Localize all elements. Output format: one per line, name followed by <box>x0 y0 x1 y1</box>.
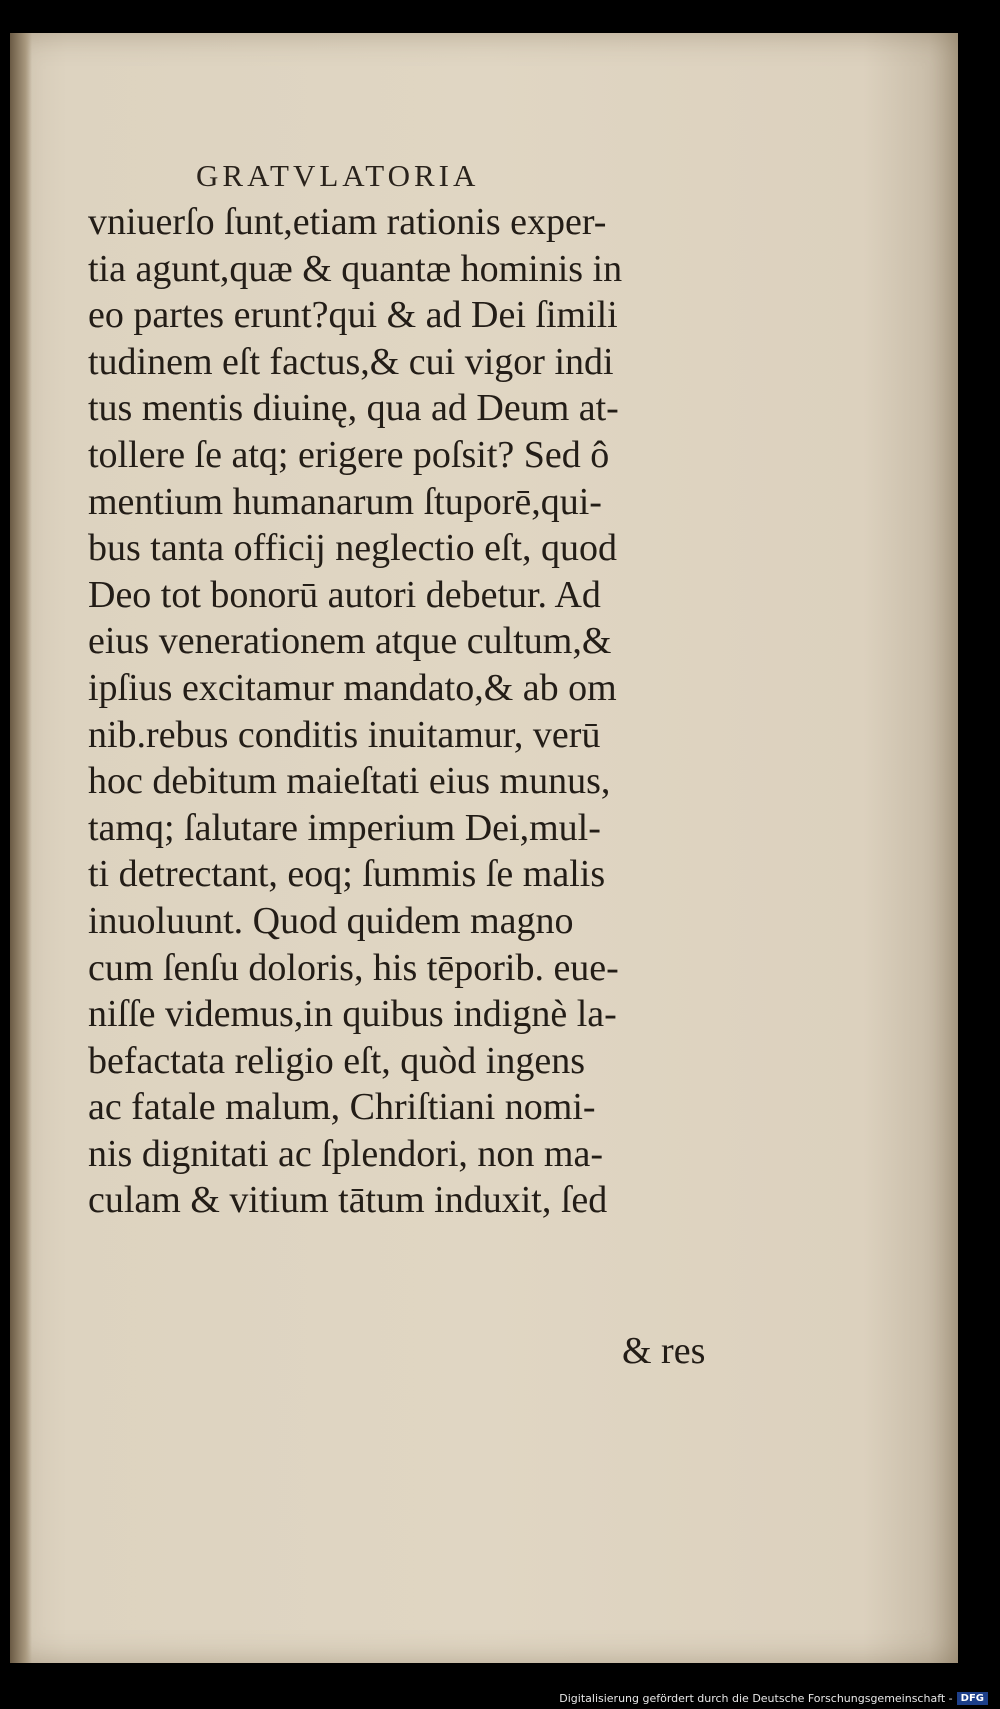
text-line: mentium humanarum ſtuporē,qui- <box>88 480 602 523</box>
text-line: nis dignitati ac ſplendori, non ma- <box>88 1132 604 1175</box>
body-text <box>88 199 728 1224</box>
running-head: GRATVLATORIA <box>196 158 480 193</box>
text-line: eius venerationem atque cultum,& <box>88 620 612 663</box>
text-line: tus mentis diuinę, qua ad Deum at- <box>88 387 619 430</box>
text-line: ipſius excitamur mandato,& ab om <box>88 666 617 709</box>
digitization-credit <box>559 1692 988 1705</box>
text-line: niſſe videmus,in quibus indignè la- <box>88 993 617 1036</box>
text-line: inuoluunt. Quod quidem magno <box>88 899 574 942</box>
text-line: ac fatale malum, Chriſtiani nomi- <box>88 1086 596 1129</box>
text-line: tia agunt,quæ & quantæ hominis in <box>88 247 623 290</box>
text-line: Deo tot bonorū autori debetur. Ad <box>88 573 601 616</box>
dfg-logo-icon: DFG <box>957 1692 988 1705</box>
text-line: tudinem eſt factus,& cui vigor indi <box>88 340 614 383</box>
text-line: befactata religio eſt, quòd ingens <box>88 1039 585 1082</box>
text-line: eo partes erunt?qui & ad Dei ſimili <box>88 294 618 337</box>
text-line: hoc debitum maieſtati eius munus, <box>88 760 611 803</box>
text-line: tollere ſe atq; erigere poſsit? Sed ô <box>88 433 610 476</box>
text-line: bus tanta officij neglectio eſt, quod <box>88 527 618 570</box>
text-line: vniuerſo ſunt,etiam rationis exper- <box>88 201 607 243</box>
text-line: nib.rebus conditis inuitamur, verū <box>88 713 601 756</box>
book-page <box>10 33 958 1663</box>
catchword: & res <box>622 1330 706 1372</box>
text-line: cum ſenſu doloris, his tēporib. eue- <box>88 946 619 989</box>
text-line: tamq; ſalutare imperium Dei,mul- <box>88 806 601 849</box>
credit-text: Digitalisierung gefördert durch die Deutsche Forschungsgemeinschaft - <box>559 1692 953 1705</box>
page-gutter-shadow <box>10 33 32 1663</box>
text-line: culam & vitium tātum induxit, ſed <box>88 1179 608 1222</box>
text-line: ti detrectant, eoq; ſummis ſe malis <box>88 853 606 896</box>
